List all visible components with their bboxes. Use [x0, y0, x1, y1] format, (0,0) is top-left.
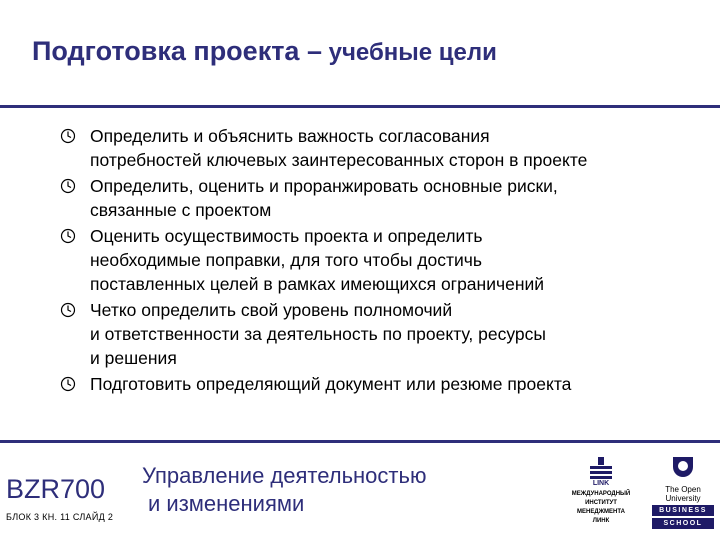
list-item	[60, 124, 700, 172]
list-item-line: связанные с проектом	[90, 200, 272, 220]
link-logo-line: ЛИНК	[592, 518, 610, 524]
ou-name	[652, 485, 714, 503]
ou-name-line: The Open	[665, 485, 701, 494]
list-item	[60, 372, 700, 396]
objectives-list	[60, 124, 700, 396]
link-emblem-icon	[584, 455, 618, 485]
ou-business-band: BUSINESS	[652, 505, 714, 516]
list-item-line: Определить и объяснить важность согласования	[90, 126, 490, 146]
list-item-line: Четко определить свой уровень полномочий	[90, 300, 453, 320]
open-university-shield-icon	[671, 455, 695, 479]
course-title-line: и изменениями	[148, 491, 305, 516]
link-logo-text	[566, 490, 636, 526]
list-item-line: Подготовить определяющий документ или резюме проекта	[90, 374, 572, 394]
ou-name-line: University	[665, 494, 701, 503]
link-logo-name: LINK	[592, 480, 610, 485]
list-item	[60, 298, 700, 370]
list-item	[60, 224, 700, 296]
clock-icon	[60, 128, 76, 144]
slide-title	[32, 36, 497, 67]
title-main: Подготовка проекта –	[32, 36, 322, 66]
link-logo-line: ИНСТИТУТ	[585, 500, 617, 506]
ou-school-band: SCHOOL	[652, 518, 714, 529]
link-logo-line: МЕЖДУНАРОДНЫЙ	[571, 491, 631, 497]
link-logo	[566, 455, 636, 526]
course-title-line: Управление деятельностью	[142, 463, 427, 488]
top-divider	[0, 105, 720, 108]
list-item-line: потребностей ключевых заинтересованных сторон в проекте	[90, 150, 588, 170]
slide-reference: БЛОК 3 КН. 11 СЛАЙД 2	[6, 512, 114, 522]
list-item-line: Оценить осуществимость проекта и определить	[90, 226, 483, 246]
course-title	[142, 462, 426, 518]
list-item	[60, 174, 700, 222]
open-university-logo	[652, 455, 714, 529]
clock-icon	[60, 376, 76, 392]
clock-icon	[60, 228, 76, 244]
list-item-line: поставленных целей в рамках имеющихся ограничений	[90, 274, 545, 294]
bottom-divider	[0, 440, 720, 443]
clock-icon	[60, 302, 76, 318]
course-code: BZR700	[6, 474, 106, 504]
title-rest: учебные цели	[321, 39, 497, 66]
list-item-line: и решения	[90, 348, 177, 368]
link-logo-line: МЕНЕДЖМЕНТА	[577, 509, 625, 515]
clock-icon	[60, 178, 76, 194]
list-item-line: и ответственности за деятельность по проекту, ресурсы	[90, 324, 546, 344]
list-item-line: Определить, оценить и проранжировать основные риски,	[90, 176, 558, 196]
list-item-line: необходимые поправки, для того чтобы достичь	[90, 250, 483, 270]
